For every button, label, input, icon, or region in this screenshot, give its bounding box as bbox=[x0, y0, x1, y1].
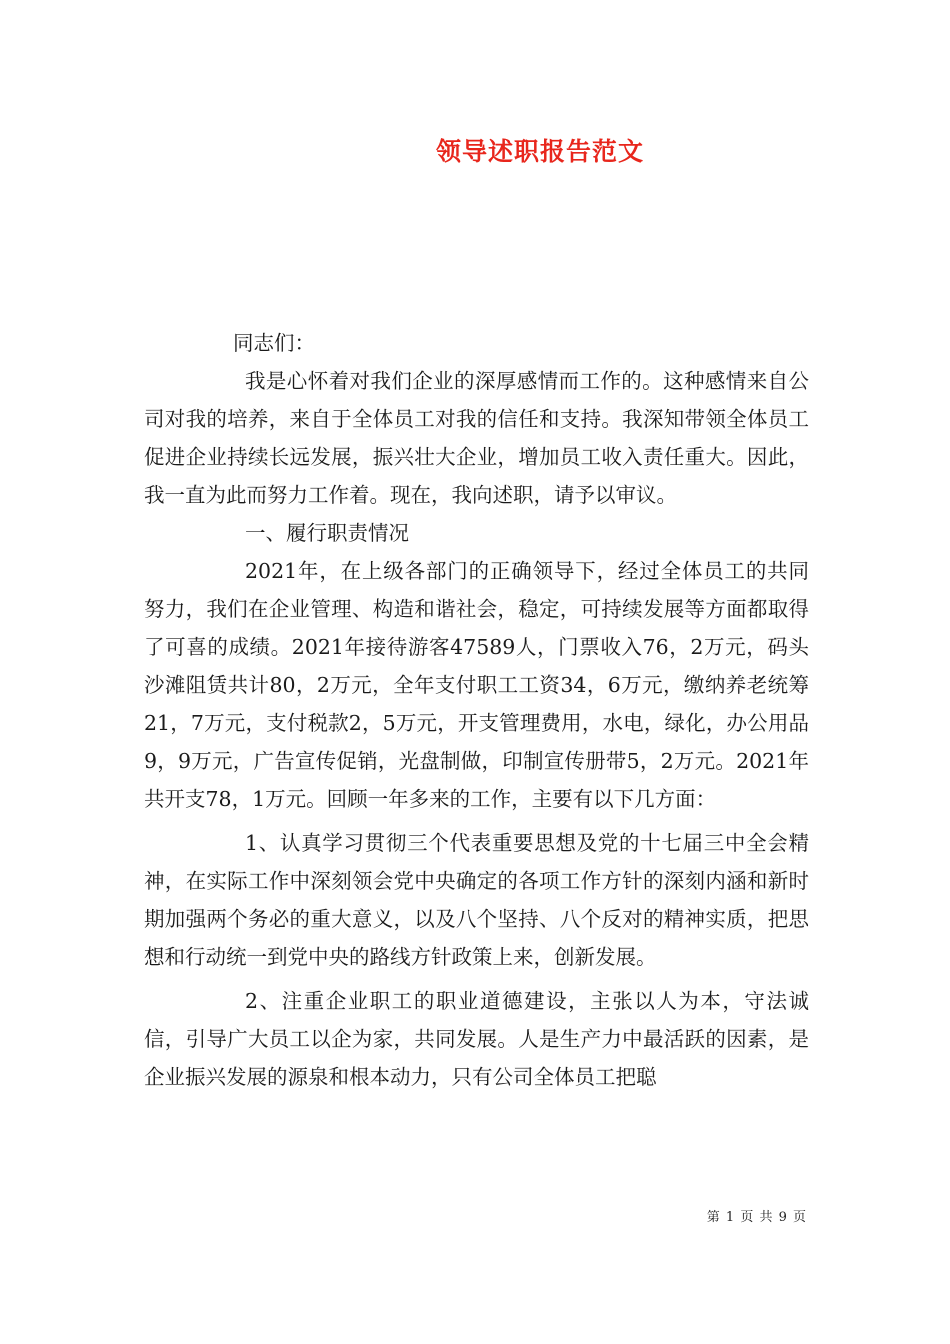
page-indicator: 第 1 页 共 9 页 bbox=[706, 1210, 807, 1225]
document-body bbox=[144, 324, 809, 1096]
salutation: 同志们： bbox=[233, 331, 315, 355]
section-heading: 一、履行职责情况 bbox=[245, 521, 409, 545]
document-title: 领导述职报告范文 bbox=[435, 137, 644, 166]
list-item: 1、认真学习贯彻三个代表重要思想及党的十七届三中全会精神，在实际工作中深刻领会党中央确定的各项工作方针的深刻内涵和新时期加强两个务必的重大意义，以及八个坚持、八个反对的精神实质，把思想和行动统一到党中央的路线方针政策上来，创新发展。 bbox=[144, 831, 809, 969]
intro-paragraph: 我是心怀着对我们企业的深厚感情而工作的。这种感情来自公司对我的培养，来自于全体员工对我的信任和支持。我深知带领全体员工促进企业持续长远发展，振兴壮大企业，增加员工收入责任重大。因此，我一直为此而努力工作着。现在，我向述职，请予以审议。 bbox=[144, 369, 809, 507]
section-paragraph: 2021年，在上级各部门的正确领导下，经过全体员工的共同努力，我们在企业管理、构造和谐社会，稳定，可持续发展等方面都取得了可喜的成绩。2021年接待游客47589人，门票收入76，2万元，码头沙滩阻赁共计80，2万元，全年支付职工工资34，6万元，缴纳养老统筹21，7万元，支付税款2，5万元，开支管理费用，水电，绿化，办公用品9，9万元，广告宣传促销，光盘制做，印制宣传册带5，2万元。2021年共开支78，1万元。回顾一年多来的工作，主要有以下几方面： bbox=[144, 559, 809, 811]
list-item: 2、注重企业职工的职业道德建设，主张以人为本，守法诚信，引导广大员工以企为家，共同发展。人是生产力中最活跃的因素，是企业振兴发展的源泉和根本动力，只有公司全体员工把聪 bbox=[144, 989, 809, 1089]
